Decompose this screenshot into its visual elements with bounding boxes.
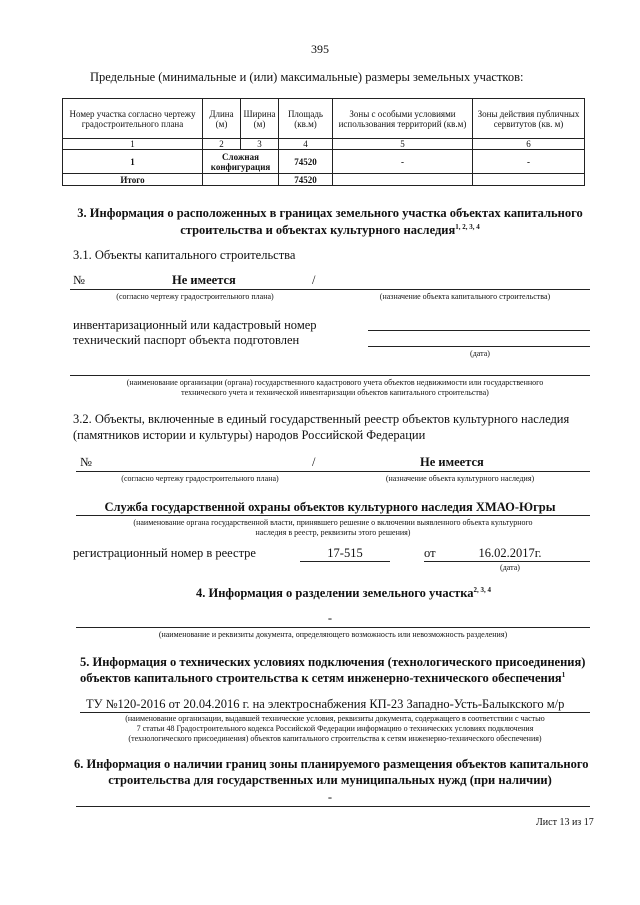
section5-line <box>80 712 590 713</box>
caption-date-32: (дата) <box>500 563 520 572</box>
colnum-cell: 6 <box>473 139 585 150</box>
row-servitudes-cell: - <box>473 150 585 174</box>
authority-line <box>76 515 590 516</box>
sheet-footer: Лист 13 из 17 <box>536 817 594 828</box>
not-available-32: Не имеется <box>420 455 484 469</box>
row-zones-cell: - <box>333 150 473 174</box>
row-number-cell: 1 <box>63 150 203 174</box>
section32-line1: 3.2. Объекты, включенные в единый государственный реестр объектов культурного наследия <box>73 412 570 426</box>
colnum-cell: 3 <box>241 139 279 150</box>
caption-drawing: (согласно чертежу градостроительного плана) <box>116 292 274 301</box>
not-available-31: Не имеется <box>172 273 236 287</box>
registry-date-line <box>424 561 590 562</box>
header-cell: Зоны с особыми условиями использования территорий (кв.м) <box>333 99 473 139</box>
caption-date: (дата) <box>470 349 490 358</box>
total-area-cell: 74520 <box>279 174 333 186</box>
intro-text: Предельные (минимальные и (или) максимальные) размеры земельных участков: <box>90 70 524 84</box>
inventory-number-line <box>368 330 590 331</box>
inventory-line1: инвентаризационный или кадастровый номер <box>73 318 317 332</box>
org-line <box>70 375 590 376</box>
underline-31 <box>70 289 590 290</box>
inventory-line2: технический паспорт объекта подготовлен <box>73 333 300 347</box>
header-cell: Длина (м) <box>203 99 241 139</box>
section4-title <box>196 586 491 601</box>
caption-authority-line2: наследия в реестр, реквизиты этого решения) <box>255 528 411 537</box>
registry-number: 17-515 <box>327 546 363 560</box>
total-empty-cell <box>333 174 473 186</box>
table-header-row <box>63 99 585 139</box>
colnum-cell: 4 <box>279 139 333 150</box>
section5-title-line1: 5. Информация о технических условиях подключения (технологического присоединения) <box>80 655 586 669</box>
header-cell: Номер участка согласно чертежу градостроительного плана <box>63 99 203 139</box>
section5-title-sup: 1 <box>561 671 566 679</box>
section4-title-sup: 2, 3, 4 <box>473 586 492 594</box>
section5-value: ТУ №120-2016 от 20.04.2016 г. на электроснабжения КП-23 Западно-Усть-Балыкского м/р <box>86 697 565 711</box>
section4-line <box>76 627 590 628</box>
slash-32: / <box>312 455 316 469</box>
passport-date-line <box>368 346 590 347</box>
header-cell: Площадь (кв.м) <box>279 99 333 139</box>
section3-title-text: строительства и объектах культурного наследия <box>180 223 456 238</box>
number-sign: № <box>73 273 85 287</box>
section6-title-line2: строительства для государственных или муниципальных нужд (при наличии) <box>108 773 552 787</box>
section5-title-text: объектов капитального строительства к сетям инженерно-технического обеспечения <box>80 671 562 686</box>
colnum-cell: 5 <box>333 139 473 150</box>
table-colnum-row <box>63 139 585 150</box>
registry-label: регистрационный номер в реестре <box>73 546 256 560</box>
section32-line2: (памятников истории и культуры) народов Российской Федерации <box>73 428 426 442</box>
total-empty-cell <box>203 174 279 186</box>
header-cell: Ширина (м) <box>241 99 279 139</box>
caption-authority-line1: (наименование органа государственной власти, принявшего решение о включении выявленного объекта культурного <box>133 518 533 527</box>
caption-purpose: (назначение объекта капитального строительства) <box>379 292 551 301</box>
colnum-cell: 2 <box>203 139 241 150</box>
section6-line <box>76 806 590 807</box>
registry-date: 16.02.2017г. <box>478 546 542 560</box>
caption-drawing-32: (согласно чертежу градостроительного плана) <box>121 474 279 483</box>
page-number: 395 <box>311 42 329 56</box>
section4-title-text: 4. Информация о разделении земельного участка <box>196 586 474 601</box>
registry-from: от <box>424 546 436 560</box>
section5-title-line2 <box>80 671 610 686</box>
land-plot-table <box>62 98 585 186</box>
table-total-row <box>63 174 585 186</box>
table-row <box>63 150 585 174</box>
section5-caption-line1: (наименование организации, выдавшей технические условия, реквизиты документа, содержащего в соответствии с частью <box>125 714 545 723</box>
caption-org-line2: технического учета и технической инвентаризации объектов капитального строительства) <box>181 388 489 397</box>
heritage-authority: Служба государственной охраны объектов культурного наследия ХМАО-Югры <box>104 500 556 514</box>
section6-title-line1: 6. Информация о наличии границ зоны планируемого размещения объектов капитального <box>74 757 589 771</box>
section4-caption: (наименование и реквизиты документа, определяющего возможность или невозможность разделения) <box>158 630 508 639</box>
row-shape-cell: Сложная конфигурация <box>203 150 279 174</box>
colnum-cell: 1 <box>63 139 203 150</box>
section4-value: - <box>327 611 333 625</box>
section6-value: - <box>327 790 333 804</box>
registry-number-line <box>300 561 390 562</box>
section3-title-line1: 3. Информация о расположенных в границах земельного участка объектах капитального <box>77 206 583 220</box>
row-area-cell: 74520 <box>279 150 333 174</box>
section5-caption-line3: (технологического присоединения) объектов капитального строительства к сетям инженерно-технического обеспечения) <box>128 734 542 743</box>
header-cell: Зоны действия публичных сервитутов (кв. м) <box>473 99 585 139</box>
number-sign-32: № <box>80 455 92 469</box>
caption-org-line1: (наименование организации (органа) государственного кадастрового учета объектов недвижимости или государственного <box>126 378 544 387</box>
slash-31: / <box>312 273 316 287</box>
total-label-cell: Итого <box>63 174 203 186</box>
section3-title-line2 <box>60 223 600 238</box>
underline-32 <box>76 471 590 472</box>
section5-caption-line2: 7 статьи 48 Градостроительного кодекса Российской Федерации информацию о технических условиях подключения <box>136 724 534 733</box>
caption-heritage-purpose: (назначение объекта культурного наследия) <box>385 474 535 483</box>
total-empty-cell <box>473 174 585 186</box>
section3-title-sup: 1, 2, 3, 4 <box>455 223 480 231</box>
section31-title: 3.1. Объекты капитального строительства <box>73 248 296 262</box>
